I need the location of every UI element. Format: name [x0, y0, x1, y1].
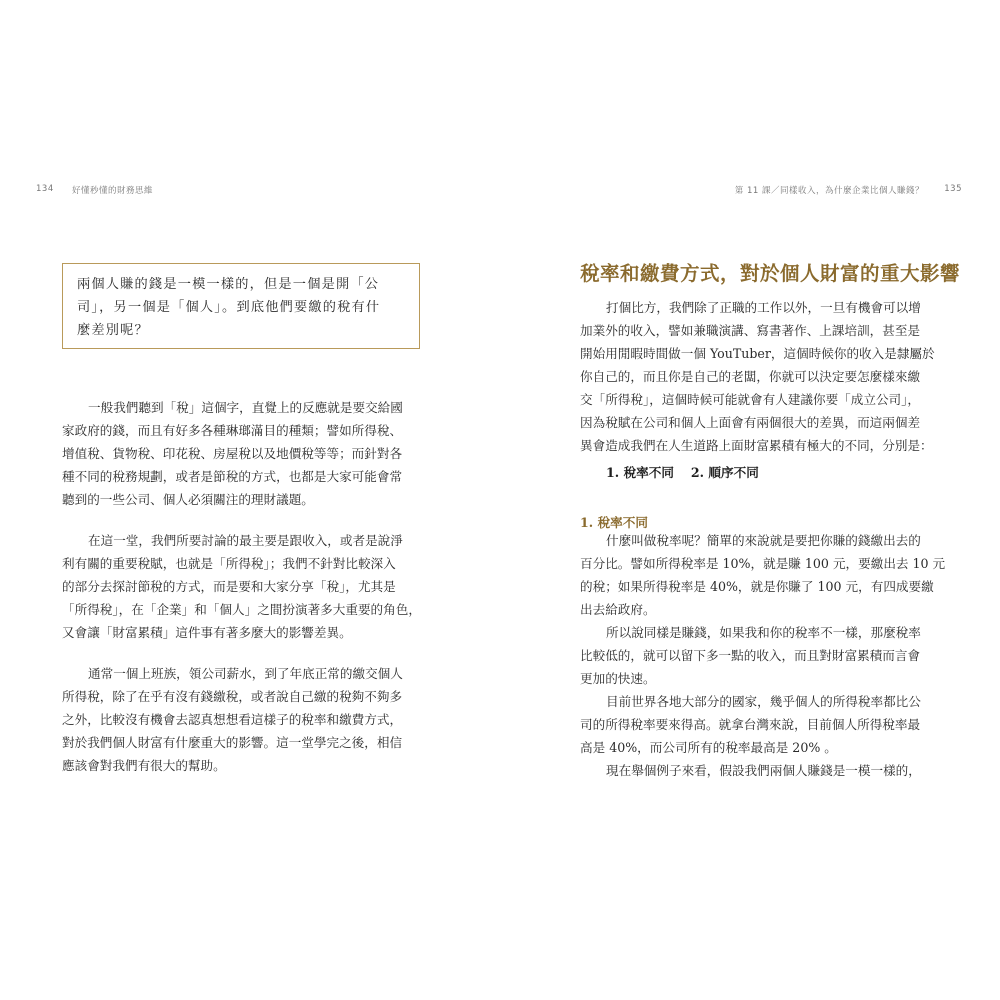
text-line: 家政府的錢，而且有好多各種琳瑯滿目的種類；譬如所得稅、: [62, 423, 403, 438]
paragraph-lower-rate: [580, 621, 921, 690]
running-head-chapter-title: 第 11 課／同樣收入，為什麼企業比個人賺錢？: [734, 186, 924, 196]
text-line: 開始用閒暇時間做一個 YouTuber，這個時候你的收入是隸屬於: [580, 346, 935, 361]
paragraph-example: [580, 759, 921, 782]
page-number-right: 135: [944, 184, 962, 194]
text-line: 在這一堂，我們所要討論的最主要是跟收入，或者是說淨: [88, 533, 403, 548]
section-heading: 稅率和繳費方式，對於個人財富的重大影響: [580, 262, 961, 285]
text-line: 現在舉個例子來看，假設我們兩個人賺錢是一模一樣的，: [606, 763, 921, 778]
text-line: 應該會對我們有很大的幫助。: [62, 758, 226, 773]
text-line: 的部分去探討節稅的方式，而是要和大家分享「稅」，尤其是: [62, 579, 396, 594]
right-page: [500, 0, 1000, 1000]
running-head-book-title: 好懂秒懂的財務思維: [72, 186, 154, 196]
callout-line: 司」，另一個是「個人」。到底他們要繳的稅有什: [77, 300, 381, 315]
text-line: 聽到的一些公司、個人必須關注的理財議題。: [62, 492, 314, 507]
text-line: 異會造成我們在人生道路上面財富累積有極大的不同，分別是：: [580, 438, 933, 453]
text-line: 百分比。譬如所得稅率是 10%，就是賺 100 元，要繳出去 10 元: [580, 556, 946, 571]
text-line: 所以說同樣是賺錢，如果我和你的稅率不一樣，那麼稅率: [606, 625, 921, 640]
text-line: 交「所得稅」，這個時候可能就會有人建議你要「成立公司」，: [580, 392, 921, 407]
text-line: 比較低的，就可以留下多一點的收入，而且對財富累積而言會: [580, 648, 921, 663]
text-line: 高是 40%，而公司所有的稅率最高是 20% 。: [580, 740, 837, 755]
paragraph-tax-rate-definition: [580, 529, 945, 621]
subsection-title-tax-rate: 1. 稅率不同: [580, 515, 648, 530]
text-line: 對於我們個人財富有什麼重大的影響。這一堂學完之後，相信: [62, 735, 403, 750]
text-line: 種不同的稅務規劃，或者是節稅的方式，也都是大家可能會常: [62, 469, 403, 484]
paragraph-world-rates: [580, 690, 921, 759]
text-line: 的稅；如果所得稅率是 40%，就是你賺了 100 元，有四成要繳: [580, 579, 934, 594]
page-number-left: 134: [36, 184, 54, 194]
paragraph-lesson-scope: [62, 529, 421, 644]
text-line: 打個比方，我們除了正職的工作以外，一旦有機會可以增: [606, 300, 921, 315]
text-line: 因為稅賦在公司和個人上面會有兩個很大的差異，而這兩個差: [580, 415, 921, 430]
text-line: 「所得稅」，在「企業」和「個人」之間扮演著多大重要的角色，: [62, 602, 421, 617]
text-line: 司的所得稅率要來得高。就拿台灣來說，目前個人所得稅率最: [580, 717, 921, 732]
text-line: 通常一個上班族，領公司薪水，到了年底正常的繳交個人: [88, 666, 403, 681]
text-line: 出去給政府。: [580, 602, 656, 617]
text-line: 更加的快速。: [580, 671, 656, 686]
text-line: 一般我們聽到「稅」這個字，直覺上的反應就是要交給國: [88, 400, 403, 415]
text-line: 之外，比較沒有機會去認真想想看這樣子的稅率和繳費方式，: [62, 712, 403, 727]
text-line: 所得稅，除了在乎有沒有錢繳稅，或者說自己繳的稅夠不夠多: [62, 689, 403, 704]
text-line: 你自己的，而且你是自己的老闆，你就可以決定要怎麼樣來繳: [580, 369, 921, 384]
text-line: 加業外的收入，譬如兼職演講、寫書著作、上課培訓，甚至是: [580, 323, 921, 338]
text-line: 什麼叫做稅率呢？簡單的來說就是要把你賺的錢繳出去的: [606, 533, 921, 548]
points-list: 1. 稅率不同 2. 順序不同: [606, 465, 759, 480]
text-line: 增值稅、貨物稅、印花稅、房屋稅以及地價稅等等；而針對各: [62, 446, 403, 461]
paragraph-office-worker: [62, 662, 403, 777]
paragraph-analogy: [580, 296, 935, 457]
text-line: 利有關的重要稅賦，也就是「所得稅」；我們不針對比較深入: [62, 556, 396, 571]
callout-line: 兩個人賺的錢是一模一樣的，但是一個是開「公: [77, 277, 380, 292]
callout-box: [62, 263, 420, 349]
paragraph-tax-intro: [62, 396, 403, 511]
text-line: 又會讓「財富累積」這件事有著多麼大的影響差異。: [62, 625, 352, 640]
callout-line: 麼差別呢？: [77, 323, 149, 338]
text-line: 目前世界各地大部分的國家，幾乎個人的所得稅率都比公: [606, 694, 921, 709]
